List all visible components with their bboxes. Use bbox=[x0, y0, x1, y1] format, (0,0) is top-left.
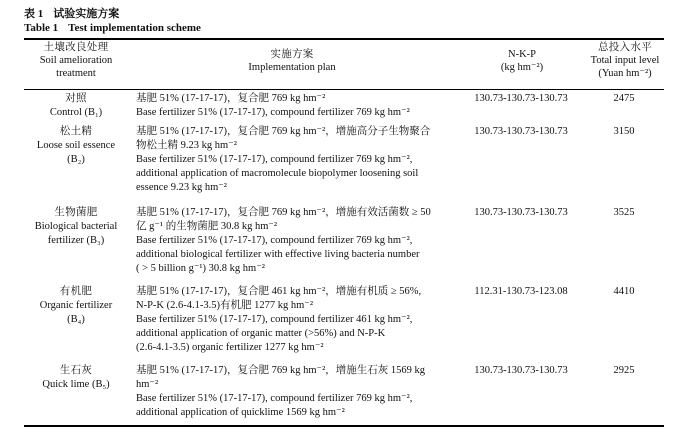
header-cost bbox=[585, 41, 665, 80]
row-3-cost: 3525 bbox=[613, 207, 635, 218]
row-3-plan-line: 亿 g⁻¹ 的生物菌肥 30.8 kg hm⁻² bbox=[136, 221, 278, 232]
row-4-nkp: 112.31-130.73-123.08 bbox=[474, 286, 568, 297]
row-4-plan-line: Base fertilizer 51% (17-17-17), compound fertilizer 461 kg hm⁻², bbox=[136, 314, 413, 325]
row-2-treatment bbox=[24, 125, 128, 167]
row-2-plan bbox=[136, 125, 456, 195]
row-2-plan-line: 基肥 51% (17-17-17)，复合肥 769 kg hm⁻²，增施高分子生物聚合 bbox=[136, 126, 431, 137]
row-3-plan-line: ( > 5 billion g⁻¹) 30.8 kg hm⁻² bbox=[136, 263, 265, 274]
row-2-nkp: 130.73-130.73-130.73 bbox=[474, 126, 568, 137]
row-3-treatment bbox=[24, 206, 128, 248]
table-label-zh: 表 1 bbox=[24, 8, 44, 20]
row-3-plan-line: Base fertilizer 51% (17-17-17), compound fertilizer 769 kg hm⁻², bbox=[136, 235, 413, 246]
row-3-nkp: 130.73-130.73-130.73 bbox=[474, 207, 568, 218]
table-title-zh: 试验实施方案 bbox=[53, 8, 120, 20]
row-4-treatment-en: Organic fertilizer bbox=[39, 300, 113, 311]
table-top-rule bbox=[24, 38, 664, 40]
row-5-treatment bbox=[24, 364, 128, 392]
row-5-plan bbox=[136, 364, 456, 420]
row-3-treatment-zh: 生物菌肥 bbox=[54, 207, 98, 218]
row-1-plan-line: 基肥 51% (17-17-17)，复合肥 769 kg hm⁻² bbox=[136, 93, 326, 104]
table-label-en: Table 1 bbox=[24, 22, 59, 34]
header-plan-zh: 实施方案 bbox=[270, 49, 314, 60]
row-2-plan-line: additional application of macromolecule biopolymer loosening soil bbox=[136, 168, 419, 179]
header-treatment-en-1: Soil amelioration bbox=[39, 55, 113, 66]
row-5-treatment-zh: 生石灰 bbox=[59, 365, 93, 376]
table-title-en: Test implementation scheme bbox=[68, 22, 201, 34]
header-cost-unit: (Yuan hm⁻²) bbox=[598, 68, 652, 79]
header-cost-zh: 总投入水平 bbox=[598, 42, 652, 53]
row-5-plan-line: 基肥 51% (17-17-17)，复合肥 769 kg hm⁻²，增施生石灰 1569 kg bbox=[136, 365, 425, 376]
header-nkp-unit: (kg hm⁻²) bbox=[500, 62, 544, 73]
row-2-plan-line: Base fertilizer 51% (17-17-17), compound fertilizer 769 kg hm⁻², bbox=[136, 154, 413, 165]
row-4-treatment-code: (B₄) bbox=[67, 314, 85, 325]
table-header-rule bbox=[24, 89, 664, 90]
table-bottom-rule bbox=[24, 425, 664, 427]
row-1-treatment-en: Control (B₁) bbox=[49, 107, 103, 118]
header-treatment-en-2: treatment bbox=[56, 68, 96, 79]
header-plan bbox=[134, 48, 450, 74]
row-4-treatment bbox=[24, 285, 128, 327]
row-5-nkp: 130.73-130.73-130.73 bbox=[474, 365, 568, 376]
row-2-treatment-zh: 松土精 bbox=[59, 126, 93, 137]
header-nkp bbox=[456, 48, 588, 74]
row-2-plan-line: essence 9.23 kg hm⁻² bbox=[136, 182, 227, 193]
row-3-plan-line: 基肥 51% (17-17-17)，复合肥 769 kg hm⁻²，增施有效活菌数 ≥ 50 bbox=[136, 207, 431, 218]
row-5-plan-line: additional application of quicklime 1569 kg hm⁻² bbox=[136, 407, 345, 418]
table-caption-zh bbox=[24, 8, 129, 21]
header-plan-en: Implementation plan bbox=[248, 62, 336, 73]
header-treatment-zh: 土壤改良处理 bbox=[43, 42, 109, 53]
header-treatment bbox=[24, 41, 128, 80]
row-4-plan-line: (2.6-4.1-3.5) organic fertilizer 1277 kg hm⁻² bbox=[136, 342, 324, 353]
row-5-treatment-en: Quick lime (B₅) bbox=[42, 379, 110, 390]
row-1-nkp: 130.73-130.73-130.73 bbox=[474, 93, 568, 104]
row-4-plan-line: additional application of organic matter (>56%) and N-P-K bbox=[136, 328, 386, 339]
row-1-plan bbox=[136, 92, 456, 120]
row-1-plan-line: Base fertilizer 51% (17-17-17), compound fertilizer 769 kg hm⁻² bbox=[136, 107, 410, 118]
header-cost-en: Total input level bbox=[590, 55, 660, 66]
row-2-plan-line: 物松土精 9.23 kg hm⁻² bbox=[136, 140, 237, 151]
row-4-plan bbox=[136, 285, 456, 355]
row-5-cost: 2925 bbox=[613, 365, 635, 376]
row-2-cost: 3150 bbox=[613, 126, 635, 137]
row-1-treatment-zh: 对照 bbox=[65, 93, 87, 104]
row-4-treatment-zh: 有机肥 bbox=[59, 286, 93, 297]
row-1-cost: 2475 bbox=[613, 93, 635, 104]
row-4-plan-line: N-P-K (2.6-4.1-3.5)有机肥 1277 kg hm⁻² bbox=[136, 300, 313, 311]
row-3-plan bbox=[136, 206, 456, 276]
table-caption-en bbox=[24, 22, 211, 35]
row-5-plan-line: Base fertilizer 51% (17-17-17), compound fertilizer 769 kg hm⁻², bbox=[136, 393, 413, 404]
row-5-plan-line: hm⁻² bbox=[136, 379, 159, 390]
row-2-treatment-code: (B₂) bbox=[67, 154, 85, 165]
row-1-treatment bbox=[24, 92, 128, 120]
row-3-plan-line: additional biological fertilizer with effective living bacteria number bbox=[136, 249, 420, 260]
row-2-treatment-en: Loose soil essence bbox=[36, 140, 116, 151]
row-3-treatment-code: fertilizer (B₃) bbox=[47, 235, 105, 246]
row-3-treatment-en: Biological bacterial bbox=[34, 221, 118, 232]
row-4-plan-line: 基肥 51% (17-17-17)，复合肥 461 kg hm⁻²，增施有机质 ≥ 56%, bbox=[136, 286, 422, 297]
row-4-cost: 4410 bbox=[613, 286, 635, 297]
header-nkp-title: N-K-P bbox=[508, 49, 536, 60]
